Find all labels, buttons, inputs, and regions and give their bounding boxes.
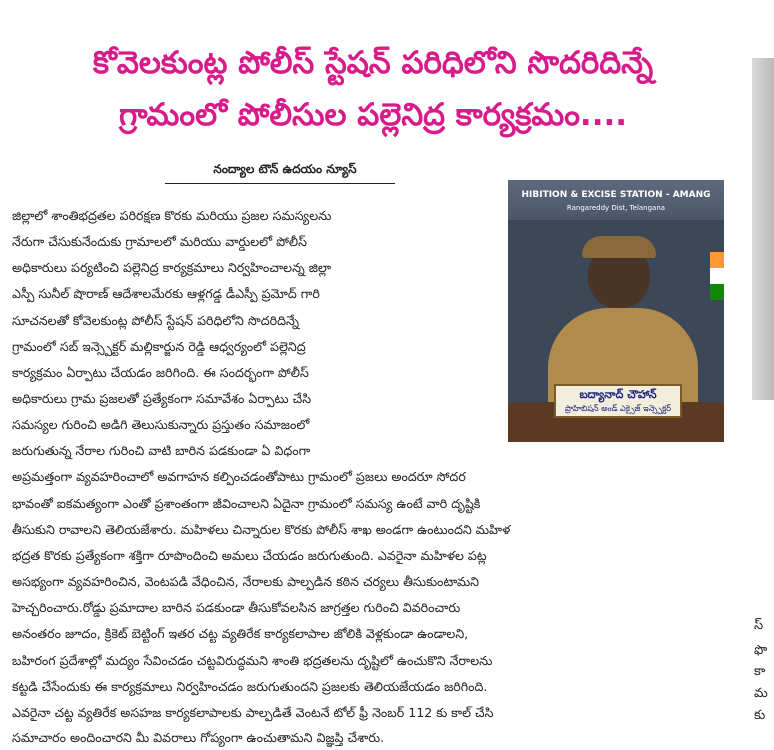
article-body-line: అసభ్యంగా వ్యవహరించిన, వెంటపడి వేధించిన, నేరాలకు పాల్పడిన కఠిన చర్యలు తీసుకుంటామని [12,574,479,589]
article-body-line: నేరుగా చేసుకునేందుకు గ్రామాలలో మరియు వార్డులలో పోలీస్ [12,234,308,249]
article-body-line: సమస్యల గురించి అడిగి తెలుసుకున్నారు ప్రస్తుతం సమాజంలో [12,417,310,432]
article-body-line: భద్రత కొరకు ప్రత్యేకంగా శక్తిగా రూపొందించి అమలు చేయడం జరుగుతుంది. ఎవరైనా మహిళల పట్ల [12,548,487,563]
byline: నంద్యాల టౌన్ ఉదయం న్యూస్ [213,162,357,176]
photo-banner [508,180,724,220]
article-body-line: అధికారులు గ్రామ ప్రజలతో ప్రత్యేకంగా సమావేశం ఏర్పాటు చేసి [12,391,312,406]
adjacent-article-photo [752,58,774,400]
adjacent-article-fragment: స్ [754,618,764,633]
photo-banner-subtext: Rangareddy Dist, Telangana [566,204,666,212]
article-body-line: ఎస్పీ సునీల్ షొరాణ్ ఆదేశాలమేరకు ఆళ్లగడ్డ డీఎస్పీ ప్రమోద్ గారి [12,286,320,301]
officer-cap [582,236,656,258]
article-body-line: ఎవరైనా చట్ట వ్యతిరేక అసహజ కార్యకలాపాలకు పాల్పడితే వెంటనే టోల్ ఫ్రీ నెంబర్ 112 కు కాల్ చేసి [12,705,494,720]
article-body-line: అధికారులు పర్యటించి పల్లెనిద్ర కార్యక్రమాలు నిర్వహించాలన్న జిల్లా [12,260,332,275]
headline-line-2: గ్రామంలో పోలీసుల పల్లెనిద్ర కార్యక్రమం.... [118,97,628,133]
article-body-line: జరుగుతున్న నేరాల గురించి వాటి బారిన పడకుండా ఏ విధంగా [12,443,311,458]
article-body-line: సూచనలతో కోవెలకుంట్ల పోలీస్ స్టేషన్ పరిధిలోని సొదరిదిన్నే [12,313,299,328]
article-body-line: హెచ్చరించారు.రోడ్డు ప్రమాదాల బారిన పడకుండా తీసుకోవలసిన జాగ్రత్తల గురించి వివరించారు [12,600,461,615]
article-body-line: కార్యక్రమం ఏర్పాటు చేయడం జరిగింది. ఈ సందర్భంగా పోలీస్ [12,365,309,380]
article-body-line: అనంతరం జూదం, క్రికెట్ బెట్టింగ్ ఇతర చట్ట వ్యతిరేక కార్యకలాపాల జోలికి వెళ్లకుండా ఉండాలని, [12,626,469,641]
article-body-line: జిల్లాలో శాంతిభద్రతల పరిరక్షణ కొరకు మరియు ప్రజల సమస్యలను [12,208,332,223]
adjacent-article-fragment: కా [754,664,766,679]
article-body-line: గ్రామంలో సబ్ ఇన్స్పెక్టర్ మల్లికార్జున రెడ్డి ఆధ్వర్యంలో పల్లెనిద్ర [12,339,306,354]
article-body-line: సమాచారం అందించారని మీ వివరాలు గోప్యంగా ఉంచుతామని విజ్ఞప్తి చేశారు. [12,730,385,745]
adjacent-article-fragment: కు [754,708,766,723]
nameplate-name: బద్యానాద్ చౌహాన్ [579,388,657,401]
photo-banner-text: HIBITION & EXCISE STATION - AMANG [521,190,711,200]
article-body-line: భావంతో ఐకమత్యంగా ఎంతో ప్రశాంతంగా జీవించాలని ఏదైనా గ్రామంలో సమస్య ఉంటే వారి దృష్టికి [12,496,481,511]
article-body-line: అప్రమత్తంగా వ్యవహరించాలో అవగాహన కల్పించడంతోపాటు గ్రామంలో ప్రజలు అందరూ సోదర [12,469,466,484]
adjacent-article-fragment: ఫొ [754,643,768,658]
byline-underline [165,183,395,184]
flag-green [710,284,724,300]
nameplate [554,384,682,418]
flag-white [710,268,724,284]
adjacent-article-fragment: మ [754,686,768,701]
news-photo [508,180,724,442]
article-body-line: బహిరంగ ప్రదేశాల్లో మద్యం సేవించడం చట్టవిరుద్ధమని శాంతి భద్రతలను దృష్టిలో ఉంచుకొని నేరాలను [12,653,493,668]
nameplate-title: ప్రొహిబిషన్ అండ్ ఎక్సైజ్ ఇన్స్పెక్టర్ [564,404,672,413]
flag-saffron [710,252,724,268]
headline-line-1: కోవెలకుంట్ల పోలీస్ స్టేషన్ పరిధిలోని సొదరిదిన్నే [92,45,654,81]
article-body-line: తీసుకుని రావాలని తెలియజేశారు. మహిళలు చిన్నారుల కొరకు పోలీస్ శాఖ అండగా ఉంటుందని మహిళ [12,522,511,537]
article-body-line: కట్టడి చేసేందుకు ఈ కార్యక్రమాలు నిర్వహించడం జరుగుతుందని ప్రజలకు తెలియజేయడం జరిగింది. [12,679,488,694]
